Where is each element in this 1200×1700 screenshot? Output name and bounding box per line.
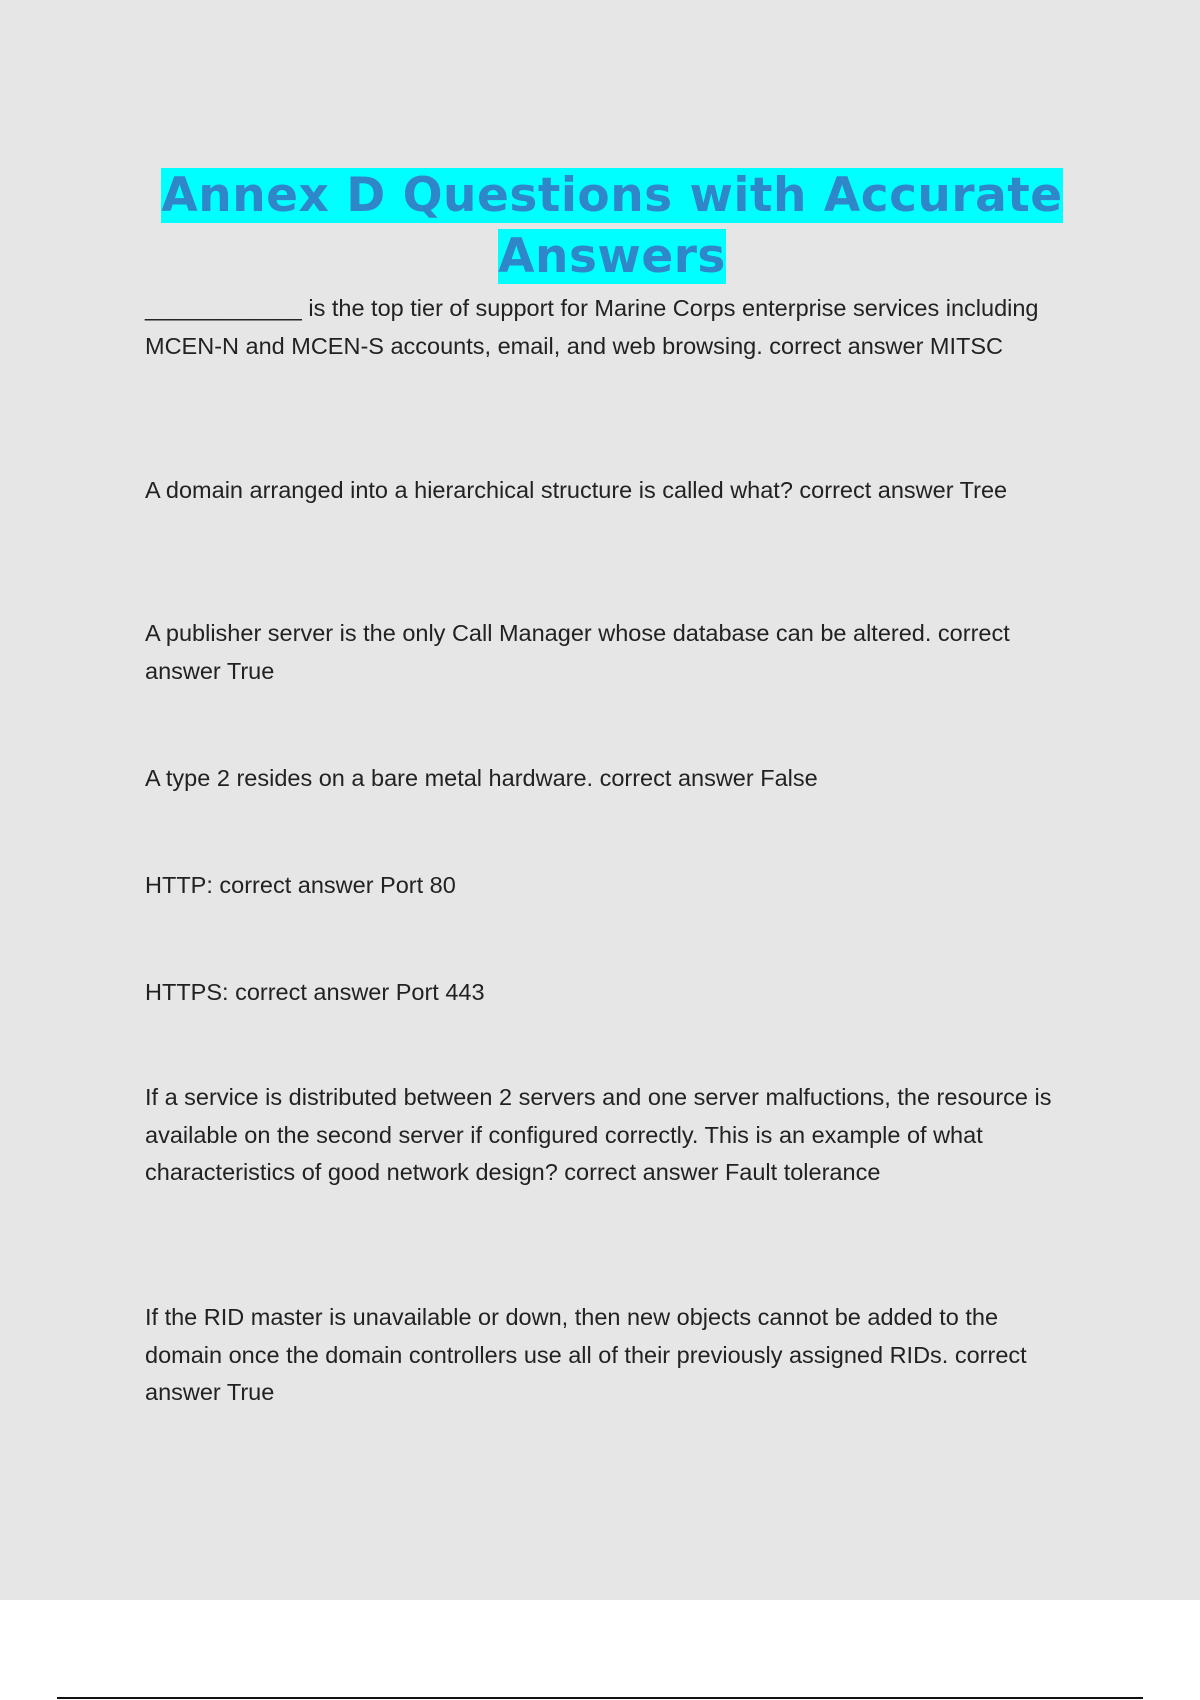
qa-item-4: A type 2 resides on a bare metal hardware. correct answer False bbox=[145, 765, 818, 791]
qa-item-7: If a service is distributed between 2 servers and one server malfuctions, the resource is available on the second server if configured correctly. This is an example of what characteristics of good network design? correct answer Fault tolerance bbox=[145, 1084, 1052, 1185]
qa-item-2: A domain arranged into a hierarchical structure is called what? correct answer Tree bbox=[145, 477, 1008, 503]
footer-divider bbox=[57, 1697, 1143, 1699]
qa-item-8: If the RID master is unavailable or down, then new objects cannot be added to the domain once the domain controllers use all of their previously assigned RIDs. correct answer True bbox=[145, 1304, 1027, 1405]
qa-item-1: ____________ is the top tier of support for Marine Corps enterprise services including MCEN-N and MCEN-S accounts, email, and web browsing. correct answer MITSC bbox=[145, 295, 1039, 359]
title-block bbox=[145, 165, 1079, 287]
qa-item-3: A publisher server is the only Call Manager whose database can be altered. correct answer True bbox=[145, 620, 1010, 684]
qa-item-6: HTTPS: correct answer Port 443 bbox=[145, 979, 485, 1005]
document-title: Annex D Questions with Accurate Answers bbox=[161, 168, 1063, 284]
qa-item-5: HTTP: correct answer Port 80 bbox=[145, 872, 456, 898]
